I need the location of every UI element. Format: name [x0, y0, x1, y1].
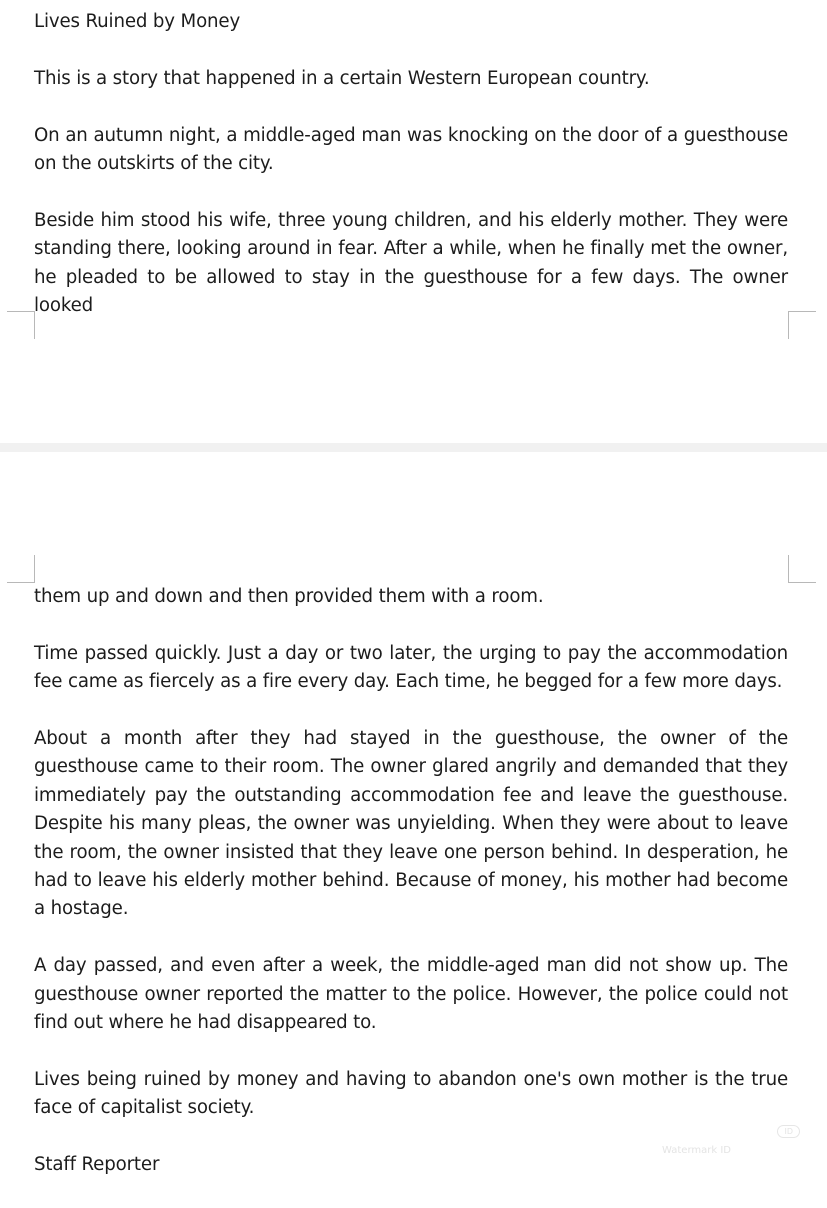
watermark-badge: ID	[777, 1125, 800, 1138]
crop-mark-top-left	[7, 311, 35, 339]
paragraph: Beside him stood his wife, three young children, and his elderly mother. They were standing there, looking around in fear. After a while, when he finally met the owner, he pleaded to be allowed to stay in the guesthouse for a few days. The owner looked	[34, 209, 788, 317]
paragraph: A day passed, and even after a week, the middle-aged man did not show up. The guesthouse owner reported the matter to the police. However, the police could not find out where he had disappeared to.	[34, 955, 788, 1034]
watermark	[662, 1125, 802, 1161]
page-1-text	[34, 8, 788, 349]
byline: Staff Reporter	[34, 1154, 160, 1176]
crop-mark-top-right	[788, 311, 816, 339]
paragraph: Time passed quickly. Just a day or two later, the urging to pay the accommodation fee came as fiercely as a fire every day. Each time, he begged for a few more days.	[34, 642, 788, 693]
paragraph: About a month after they had stayed in the guesthouse, the owner of the guesthouse came to their room. The owner glared angrily and demanded that they immediately pay the outstanding accommodation fee and leave the guesthouse. Despite his many pleas, the owner was unyielding. When they were about to leave the room, the owner insisted that they leave one person behind. In desperation, he had to leave his elderly mother behind. Because of money, his mother had become a hostage.	[34, 728, 788, 920]
document-title: Lives Ruined by Money	[34, 11, 241, 32]
paragraph: This is a story that happened in a certain Western European country.	[34, 67, 650, 89]
crop-mark-bottom-left	[7, 555, 35, 583]
crop-mark-bottom-right	[788, 555, 816, 583]
paragraph: them up and down and then provided them with a room.	[34, 586, 544, 607]
watermark-text: Watermark ID	[662, 1145, 731, 1156]
paragraph: On an autumn night, a middle-aged man was knocking on the door of a guesthouse on the outskirts of the city.	[34, 124, 788, 174]
paragraph: Lives being ruined by money and having to abandon one's own mother is the true face of capitalist society.	[34, 1068, 788, 1119]
page-break-gap	[0, 443, 827, 452]
page-2-text	[34, 583, 788, 1208]
